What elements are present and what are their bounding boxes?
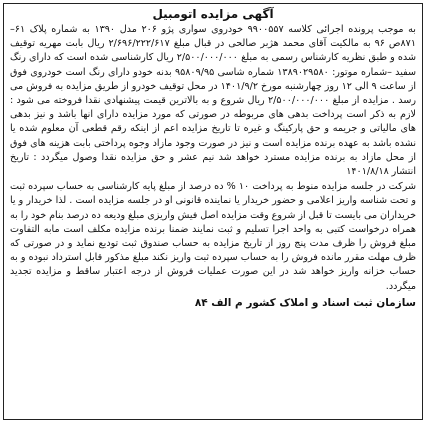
notice-footer: سازمان ثبت اسناد و املاک کشور م الف ۸۴ <box>194 296 416 309</box>
auction-notice <box>3 3 423 420</box>
notice-paragraph-conditions: شرکت در جلسه مزایده منوط به پرداخت ۱۰ % ده درصد از مبلغ پایه کارشناسی به حساب سپرده ثبت و تحت شناسه واریز اعلامی و حضور خریدار یا نماینده قانونی او در جلسه مزایده است . لذا خریدار و یا خریداران می بایست تا قبل از شروع وقت مزایده اصل فیش واریزی مبلغ ودیعه ده درصد بنام خود را به همراه درخواست کتبی به واحد اجرا تسلیم و ثبت نمایند ضمنا برنده مزایده مکلف است مابه التفاوت مبلغ فروش را ظرف مدت پنج روز از تاریخ مزایده به حساب صندوق ثبت تودیع نماید و در صورتی که ظرف مهلت مقرر مانده فروش را به حساب سپرده ثبت واریز نکند مبلغ مذکور قابل استرداد نبوده و به حساب خزانه واریز خواهد شد در این صورت عملیات فروش از درجه اعتبار ساقط و مزایده تجدید میگردد. <box>10 181 416 292</box>
notice-title: آگهی مزایده اتومبیل <box>152 7 274 21</box>
notice-paragraph-main: به موجب پرونده اجرائی کلاسه ۹۹۰۰۵۵۷ خودروی سواری پژو ۲۰۶ مدل ۱۳۹۰ به شماره پلاک ۶۱–۸۷۱ص ۹۶ به مالکیت آقای محمد هژبر صالحی در قبال مبلغ ۲/۶۹۶/۲۲۲/۶۱۷ ریال بابت مهریه توقیف شده و طبق نظریه کارشناس رسمی به مبلغ ۲/۵۰۰/۰۰۰/۰۰۰ ریال کارشناسی شده است که دارای رنگ سفید –شماره موتور: ۱۳۸۹۰۲۹۵۸۰ شماره شاسی ۹۵۸۰۹/۹۵ بدنه خودو دارای رنگ است خودروی فوق از ساعت ۹ الی ۱۲ روز چهارشنبه مورخ ۱۴۰۱/۹/۲ در محل توقیف خودرو از طریق مزایده به فروش می رسد . مزایده از مبلغ ۲/۵۰۰/۰۰۰/۰۰۰ ریال شروع و به بالاترین قیمت پیشنهادی نقدا فروخته می شود : لازم به ذکر است پرداخت بدهی های مربوطه در صورتی که مورد مزایده دارای انها باشد و نیز بدهی های مالیاتی و جریمه و حق پارکینگ و غیره تا تاریخ مزایده اعم از اینکه رقم قطعی آن معلوم شده یا نشده باشد به عهده برنده مزایده است و نیز در صورت وجود مازاد وجوه پرداختی بابت هزینه های فوق از محل مازاد به برنده مزایده مسترد خواهد شد نیم عشر و حق مزایده نقدا وصول میگردد : تاریخ انتشار ۱۴۰۱/۸/۱۸ <box>10 24 417 178</box>
